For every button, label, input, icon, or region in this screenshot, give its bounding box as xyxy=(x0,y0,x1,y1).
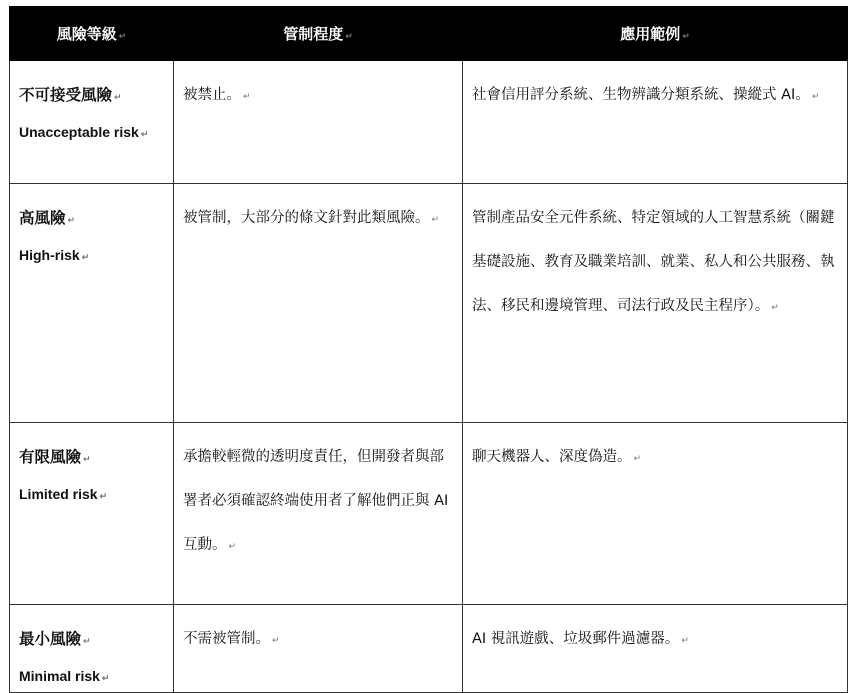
risk-level-zh: 不可接受風險 xyxy=(19,86,113,104)
control-cell: 被管制，大部分的條文針對此類風險。 ↵ xyxy=(174,184,463,423)
header-risk-level: 風險等級 ↵ xyxy=(10,7,174,61)
risk-level-en: Minimal risk xyxy=(19,668,100,684)
risk-level-cell: 高風險 ↵ High-risk ↵ xyxy=(10,184,174,423)
risk-level-en: Limited risk xyxy=(19,486,98,502)
risk-level-zh: 高風險 xyxy=(19,209,66,227)
header-examples: 應用範例 ↵ xyxy=(463,7,848,61)
table-header-row xyxy=(10,7,848,61)
risk-level-zh: 最小風險 xyxy=(19,630,82,648)
header-control-degree: 管制程度 ↵ xyxy=(174,7,463,61)
risk-level-cell: 最小風險 ↵ Minimal risk ↵ xyxy=(10,605,174,693)
examples-cell: 社會信用評分系統、生物辨識分類系統、操縱式 AI。 ↵ xyxy=(463,61,848,184)
examples-cell: 聊天機器人、深度偽造。 ↵ xyxy=(463,423,848,605)
control-cell: 被禁止。 ↵ xyxy=(174,61,463,184)
table-row xyxy=(10,423,848,605)
risk-level-cell: 有限風險 ↵ Limited risk ↵ xyxy=(10,423,174,605)
control-cell: 承擔較輕微的透明度責任，但開發者與部署者必須確認終端使用者了解他們正與 AI 互動。 ↵ xyxy=(174,423,463,605)
risk-level-cell: 不可接受風險 ↵ Unacceptable risk ↵ xyxy=(10,61,174,184)
table-row xyxy=(10,184,848,423)
risk-level-en: High-risk xyxy=(19,247,80,263)
risk-table xyxy=(9,6,848,693)
table-row xyxy=(10,605,848,693)
risk-level-en: Unacceptable risk xyxy=(19,124,139,140)
examples-cell: 管制產品安全元件系統、特定領域的人工智慧系統（關鍵基礎設施、教育及職業培訓、就業、私人和公共服務、執法、移民和邊境管理、司法行政及民主程序）。 ↵ xyxy=(463,184,848,423)
table-row xyxy=(10,61,848,184)
control-cell: 不需被管制。 ↵ xyxy=(174,605,463,693)
examples-cell: AI 視訊遊戲、垃圾郵件過濾器。 ↵ xyxy=(463,605,848,693)
risk-level-zh: 有限風險 xyxy=(19,448,82,466)
